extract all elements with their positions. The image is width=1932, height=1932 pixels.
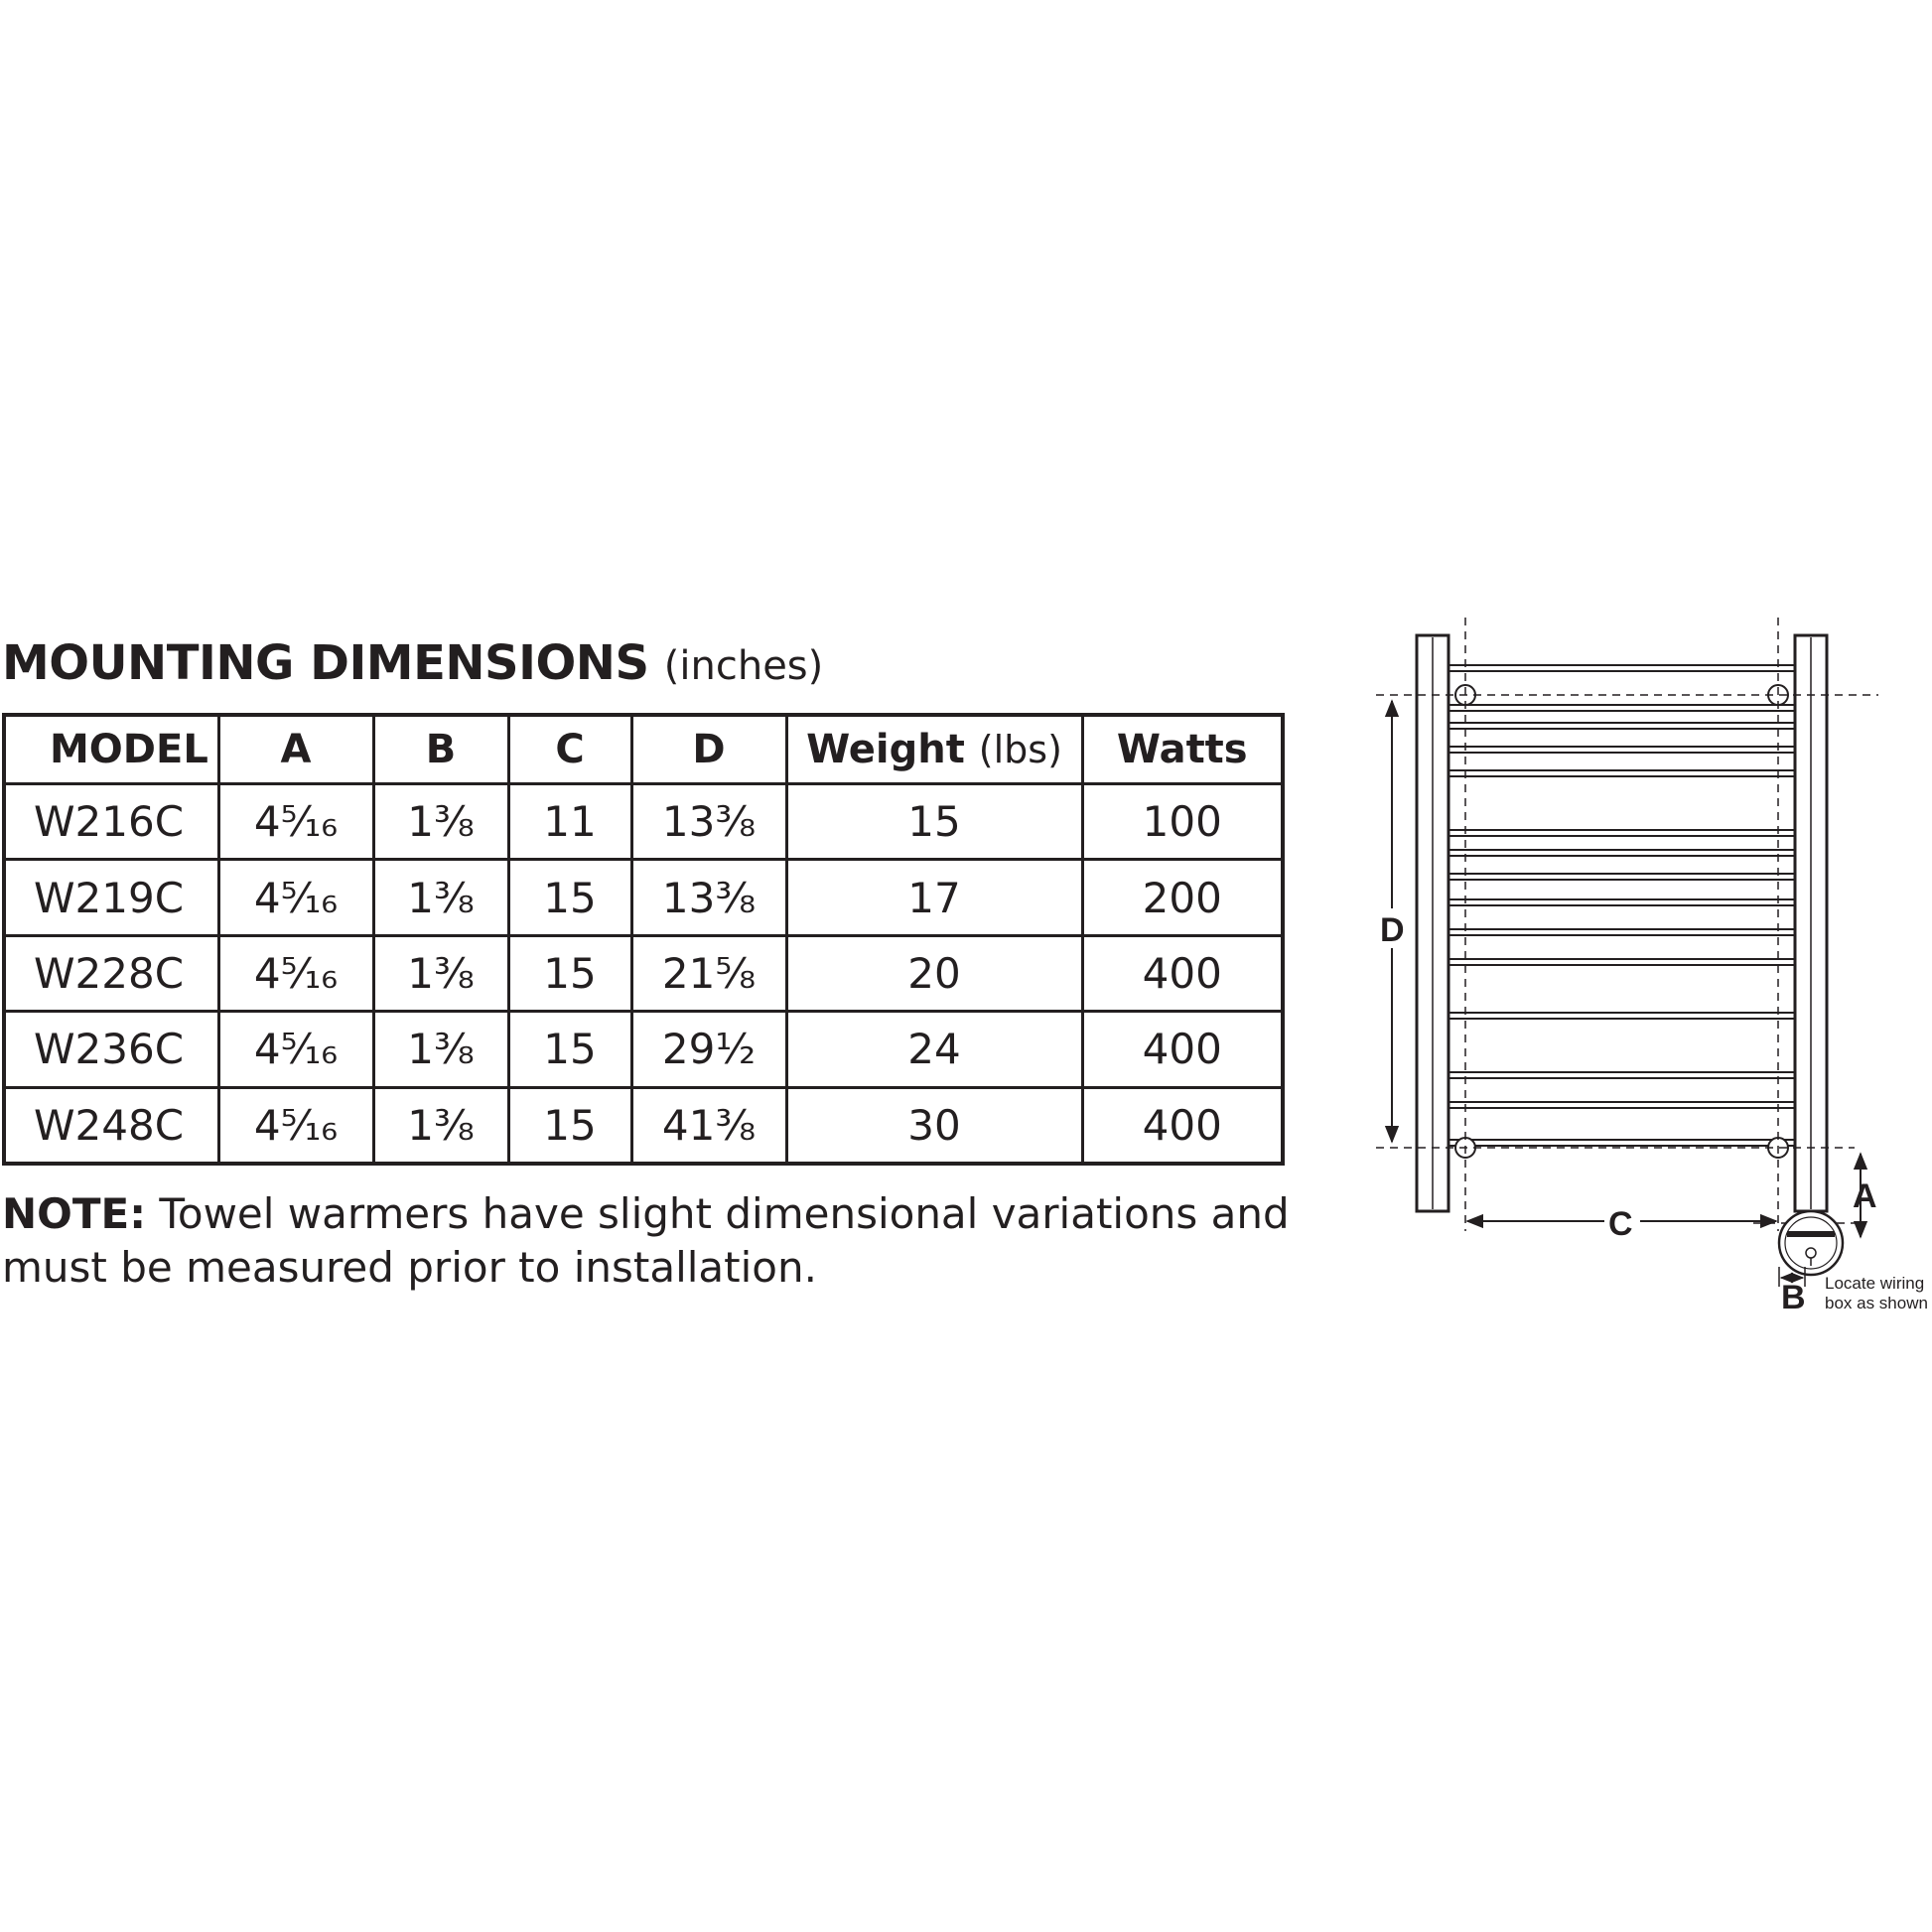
cell-watts: 100 [1082,784,1283,860]
note-label: NOTE: [2,1189,146,1238]
cell-b: 1³⁄₈ [373,1087,508,1164]
cell-c: 15 [508,935,631,1011]
header-watts: Watts [1082,715,1283,784]
cell-weight: 24 [786,1012,1082,1087]
wiring-box-knob [1806,1248,1816,1258]
cell-b: 1³⁄₈ [373,860,508,935]
cell-watts: 200 [1082,860,1283,935]
cell-a: 4⁵⁄₁₆ [218,935,373,1011]
mounting-brackets [1455,685,1788,1158]
cell-weight: 17 [786,860,1082,935]
title-text: MOUNTING DIMENSIONS [2,635,649,691]
warmer-bars [1449,665,1795,1146]
cell-c: 15 [508,1012,631,1087]
cell-a: 4⁵⁄₁₆ [218,784,373,860]
cell-a: 4⁵⁄₁₆ [218,1087,373,1164]
cell-c: 15 [508,1087,631,1164]
cell-a: 4⁵⁄₁₆ [218,1012,373,1087]
cell-a: 4⁵⁄₁₆ [218,860,373,935]
cell-model: W216C [34,797,185,847]
header-weight-unit: (lbs) [978,728,1062,771]
header-model: MODEL [4,715,218,784]
wiring-caption-line2: box as shown [1825,1294,1928,1312]
cell-weight: 15 [786,784,1082,860]
wiring-box [1779,1211,1843,1275]
dimension-a-label: A [1853,1177,1877,1215]
header-d: D [631,715,786,784]
cell-d: 13³⁄₈ [631,860,786,935]
cell-watts: 400 [1082,1012,1283,1087]
wiring-box-logo [1787,1231,1835,1237]
cell-weight: 30 [786,1087,1082,1164]
header-b: B [373,715,508,784]
dimension-c-label: C [1608,1205,1633,1243]
title-unit: (inches) [663,643,824,689]
cell-d: 13³⁄₈ [631,784,786,860]
cell-weight: 20 [786,935,1082,1011]
cell-watts: 400 [1082,1087,1283,1164]
cell-model: W236C [4,1012,218,1087]
cell-watts: 400 [1082,935,1283,1011]
cell-model: W219C [4,860,218,935]
header-a: A [218,715,373,784]
dimension-d-label: D [1380,911,1405,949]
dimension-b-label: B [1781,1279,1806,1316]
cell-d: 41³⁄₈ [631,1087,786,1164]
header-c: C [508,715,631,784]
cell-c: 11 [508,784,631,860]
note-text: Towel warmers have slight dimensional variations and must be measured prior to installation. [2,1189,1290,1292]
cell-d: 21⁵⁄₈ [631,935,786,1011]
cell-d: 29¹⁄₂ [631,1012,786,1087]
cell-model: W248C [4,1087,218,1164]
cell-b: 1³⁄₈ [373,935,508,1011]
header-weight-label: Weight [806,727,965,772]
cell-c: 15 [508,860,631,935]
cell-model: W228C [4,935,218,1011]
cell-b: 1³⁄₈ [373,1012,508,1087]
wiring-caption-line1: Locate wiring [1825,1274,1925,1293]
cell-b: 1³⁄₈ [373,784,508,860]
